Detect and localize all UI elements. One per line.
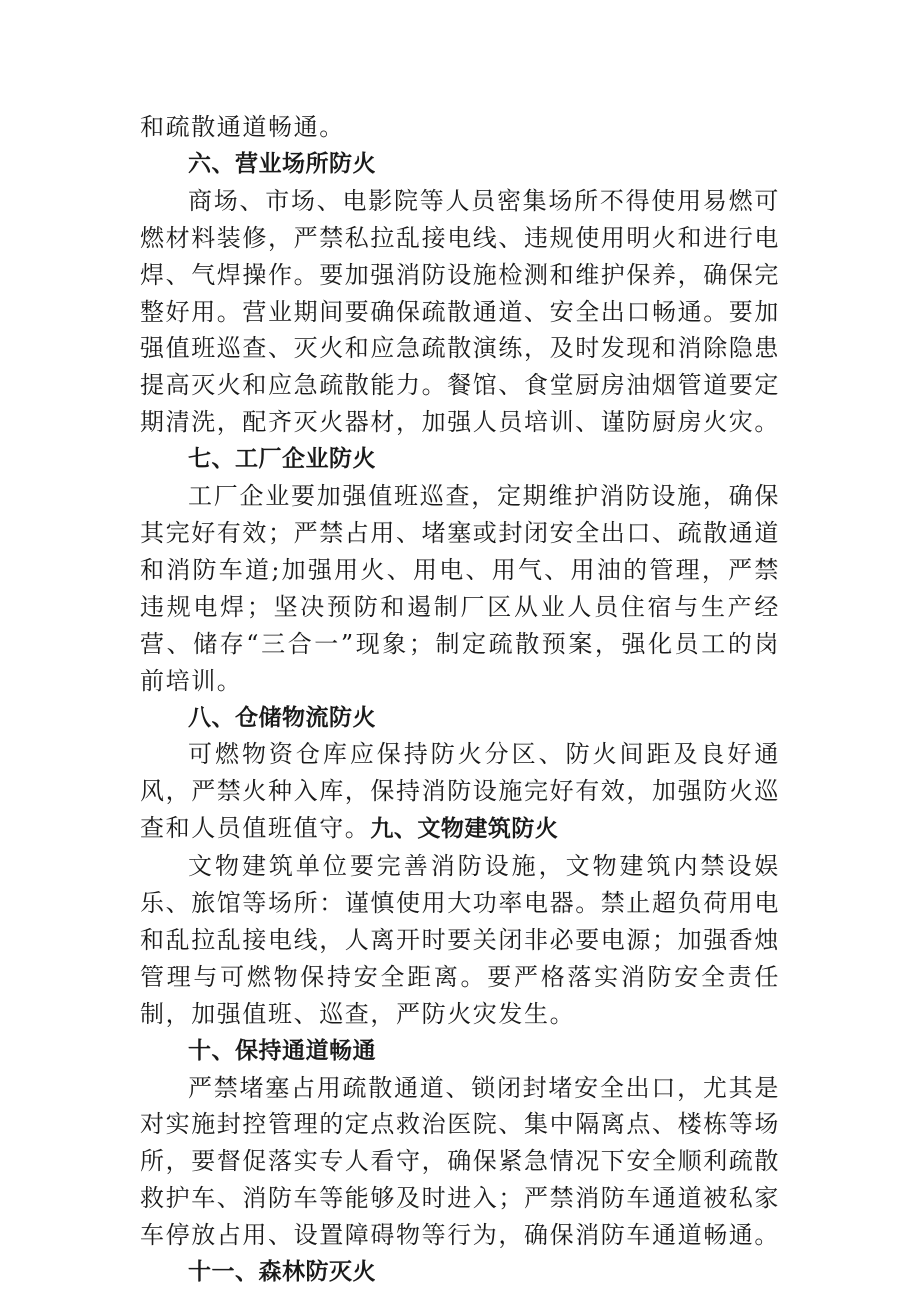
continuation-paragraph: 和疏散通道畅通。 — [140, 113, 345, 141]
section-heading-warehouse: 八、仓储物流防火 — [188, 704, 376, 731]
section-body-cultural-relics: 文物建筑单位要完善消防设施，文物建筑内禁设娱乐、旅馆等场所：谨慎使用大功率电器。禁止超负荷用电和乱拉乱接电线，人离开时要关闭非必要电源；加强香烛管理与可燃物保持安全距离。要严格落实消防安全责任制，加强值班、巡查，严防火灾发生。 — [140, 852, 780, 1028]
section-heading-forest: 十一、森林防灭火 — [188, 1259, 376, 1286]
section-body-warehouse — [140, 736, 780, 848]
section-body-factory: 工厂企业要加强值班巡查，定期维护消防设施，确保其完好有效；严禁占用、堵塞或封闭安全出口、疏散通道和消防车道;加强用火、用电、用气、用油的管理，严禁违规电焊；坚决预防和遏制厂区从业人员住宿与生产经营、储存“三合一”现象；制定疏散预案，强化员工的岗前培训。 — [140, 482, 780, 695]
section-heading-cultural-relics: 九、文物建筑防火 — [370, 816, 559, 843]
warehouse-body-text: 可燃物资仓库应保持防火分区、防火间距及良好通风，严禁火种入库，保持消防设施完好有效，加强防火巡查和人员值班值守。 — [140, 740, 780, 843]
document-body — [140, 109, 780, 1291]
section-body-business-premises: 商场、市场、电影院等人员密集场所不得使用易燃可燃材料装修，严禁私拉乱接电线、违规使用明火和进行电焊、气焊操作。要加强消防设施检测和维护保养，确保完整好用。营业期间要确保疏散通道、安全出口畅通。要加强值班巡查、灭火和应急疏散演练，及时发现和消除隐患提高灭火和应急疏散能力。餐馆、食堂厨房油烟管道要定期清洗，配齐灭火器材，加强人员培训、谨防厨房火灾。 — [140, 186, 780, 437]
section-body-passages: 严禁堵塞占用疏散通道、锁闭封堵安全出口，尤其是对实施封控管理的定点救治医院、集中隔离点、楼栋等场所，要督促落实专人看守，确保紧急情况下安全顺利疏散救护车、消防车等能够及时进入；严禁消防车通道被私家车停放占用、设置障碍物等行为，确保消防车通道畅通。 — [140, 1073, 780, 1250]
section-heading-passages: 十、保持通道畅通 — [188, 1037, 376, 1064]
section-heading-factory: 七、工厂企业防火 — [188, 446, 376, 473]
section-heading-business-premises: 六、营业场所防火 — [188, 150, 376, 177]
